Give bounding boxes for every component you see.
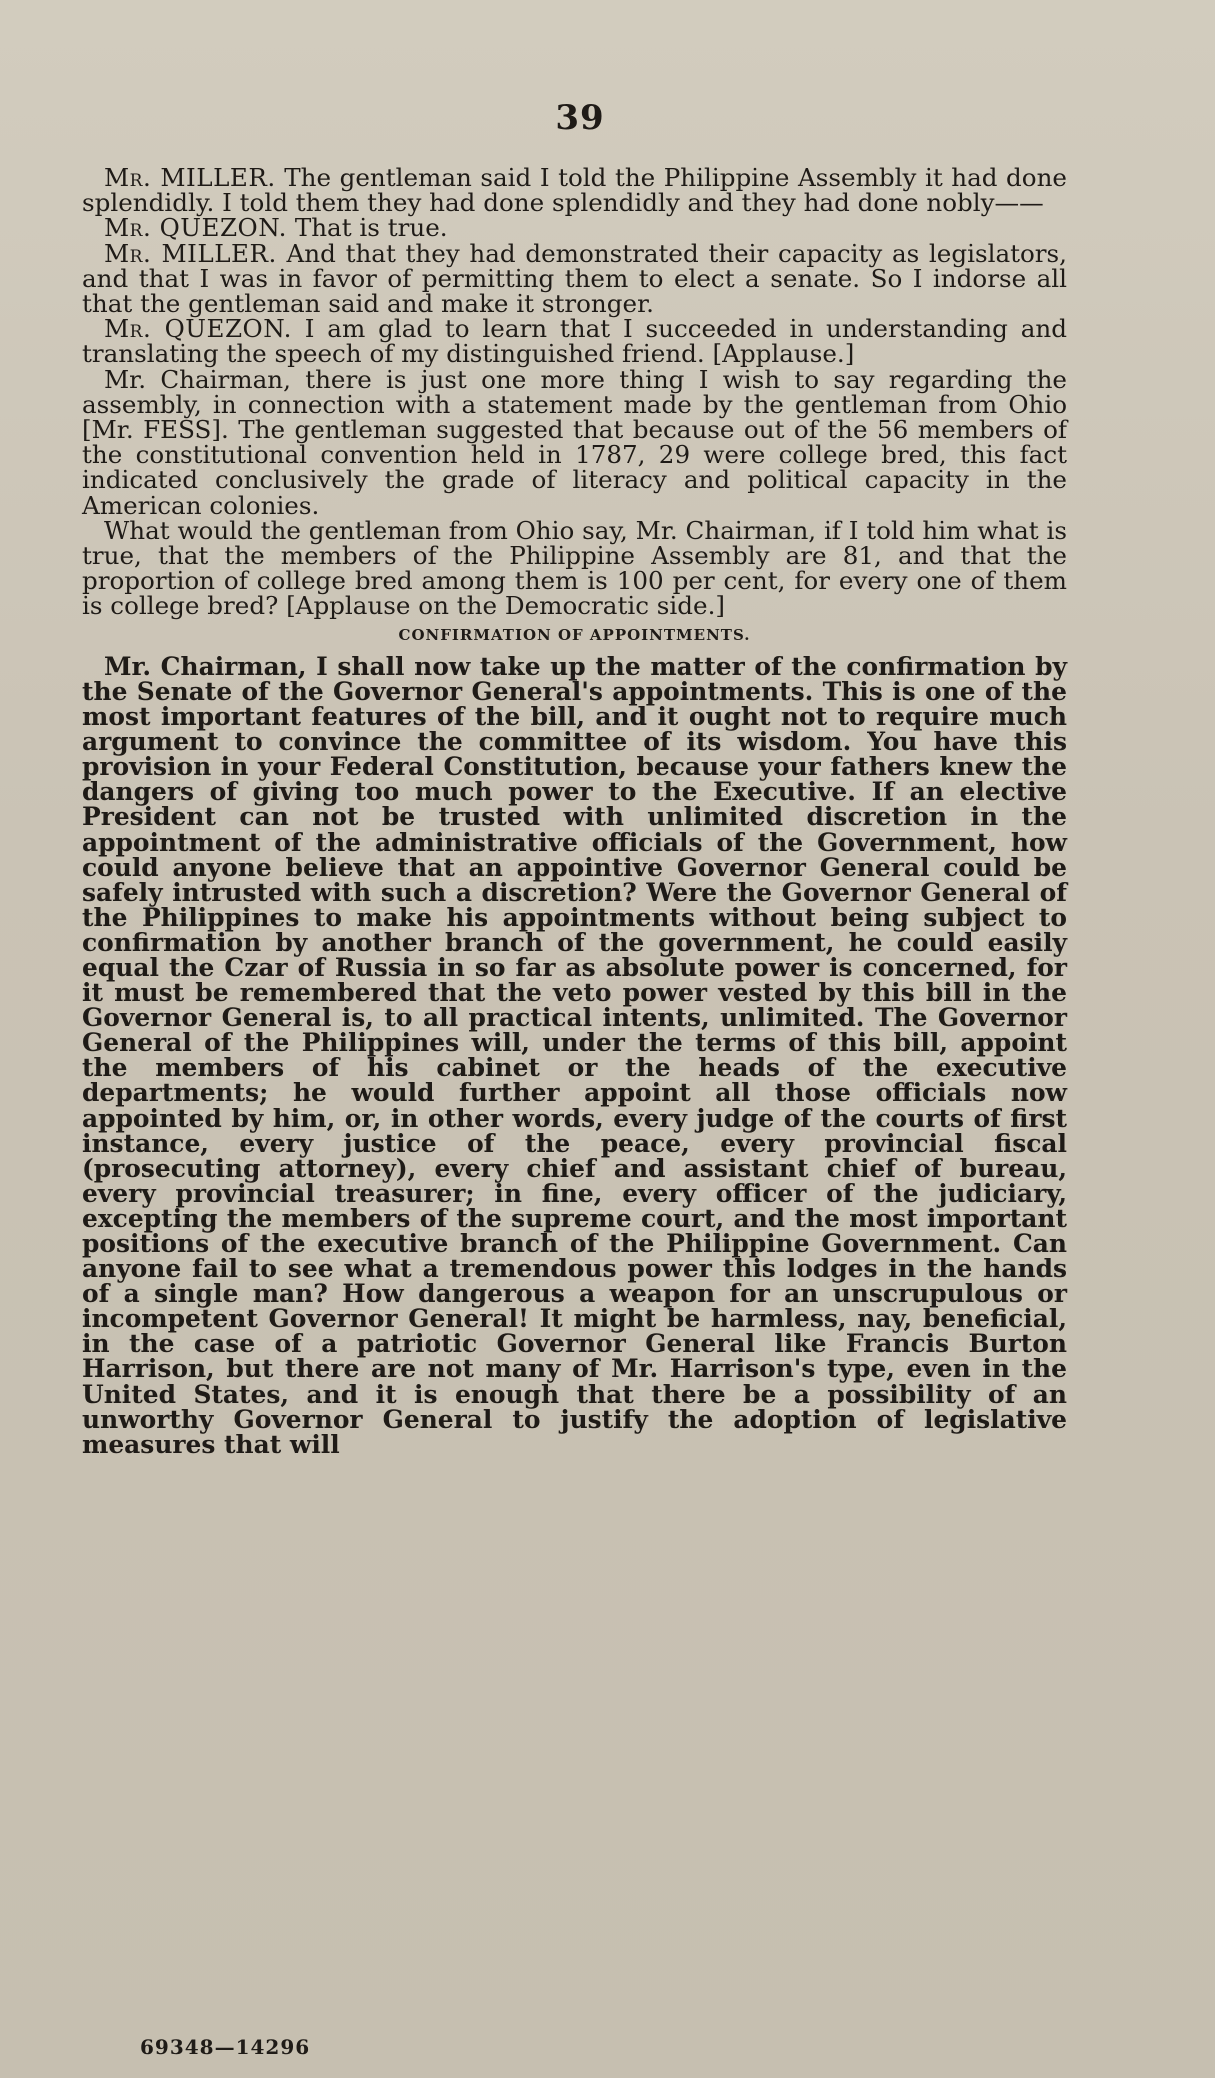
paragraph-text: The gentleman said I told the Philippine Assembly it had done splendidly. I told them they had done splendidly and they had done nobly—— [82, 163, 1067, 218]
paragraph-text: I am glad to learn that I succeeded in understanding and translating the speech of my distinguished friend. [Applause.] [82, 314, 1067, 369]
document-body [82, 165, 1067, 1457]
section-heading: CONFIRMATION OF APPOINTMENTS. [398, 625, 751, 644]
paragraph-text: Mr. Chairman, there is just one more thing I wish to say regarding the assembly, in connection with a statement made by the gentleman from Ohio [Mr. FESS]. The gentleman suggested that because out of the 56 members of the constitutional convention held in 1787, 29 were college bred, this fact indicated conclusively the grade of literacy and political capacity in the American colonies. [82, 364, 1067, 520]
speaker-name: Mr. QUEZON. [104, 314, 292, 344]
speaker-name: Mr. MILLER. [104, 238, 277, 268]
paragraph [82, 213, 1067, 243]
paragraph [82, 314, 1067, 369]
paragraph-text: What would the gentleman from Ohio say, Mr. Chairman, if I told him what is true, that the members of the Philippine Assembly are 81, and that the proportion of college bred among them is 100 per cent, for every one of them is college bred? [Applause on the Democratic side.] [82, 515, 1067, 621]
paragraph [82, 364, 1067, 520]
footer-print-code: 69348—14296 [140, 2035, 311, 2059]
speaker-name: Mr. MILLER. [104, 163, 276, 192]
speaker-name: Mr. QUEZON. [104, 213, 287, 243]
page-number: 39 [555, 98, 605, 138]
paragraph [82, 163, 1067, 218]
paragraph [82, 515, 1067, 621]
section-paragraph: Mr. Chairman, I shall now take up the matter of the confirmation by the Senate of the Governor General's appointments. This is one of the most important features of the bill, and it ought not to require much argument to convince the committee of its wisdom. You have this provision in your Federal Constitution, because your fathers knew the dangers of giving too much power to the Executive. If an elective President can not be trusted with unlimited discretion in the appointment of the administrative officials of the Government, how could anyone believe that an appointive Governor General could be safely intrusted with such a discretion? Were the Governor General of the Philippines to make his appointments without being subject to confirmation by another branch of the government, he could easily equal the Czar of Russia in so far as absolute power is concerned, for it must be remembered that the veto power vested by this bill in the Governor General is, to all practical intents, unlimited. The Governor General of the Philippines will, under the terms of this bill, appoint the members of his cabinet or the heads of the executive departments; he would further appoint all those officials now appointed by him, or, in other words, every judge of the courts of first instance, every justice of the peace, every provincial fiscal (prosecuting attorney), every chief and assistant chief of bureau, every provincial treasurer; in fine, every officer of the judiciary, excepting the members of the supreme court, and the most important positions of the executive branch of the Philippine Government. Can anyone fail to see what a tremendous power this lodges in the hands of a single man? How dangerous a weapon for an unscrupulous or incompetent Governor General! It might be harmless, nay, beneficial, in the case of a patriotic Governor General like Francis Burton Harrison, but there are not many of Mr. Harrison's type, even in the United States, and it is enough that there be a possibility of an unworthy Governor General to justify the adoption of legislative measures that will [82, 651, 1067, 1459]
paragraph [82, 238, 1067, 319]
paragraph-text: And that they had demonstrated their capacity as legislators, and that I was in favor of permitting them to elect a senate. So I indorse all that the gentleman said and make it stronger. [82, 238, 1067, 319]
paragraph-text: That is true. [294, 213, 448, 243]
